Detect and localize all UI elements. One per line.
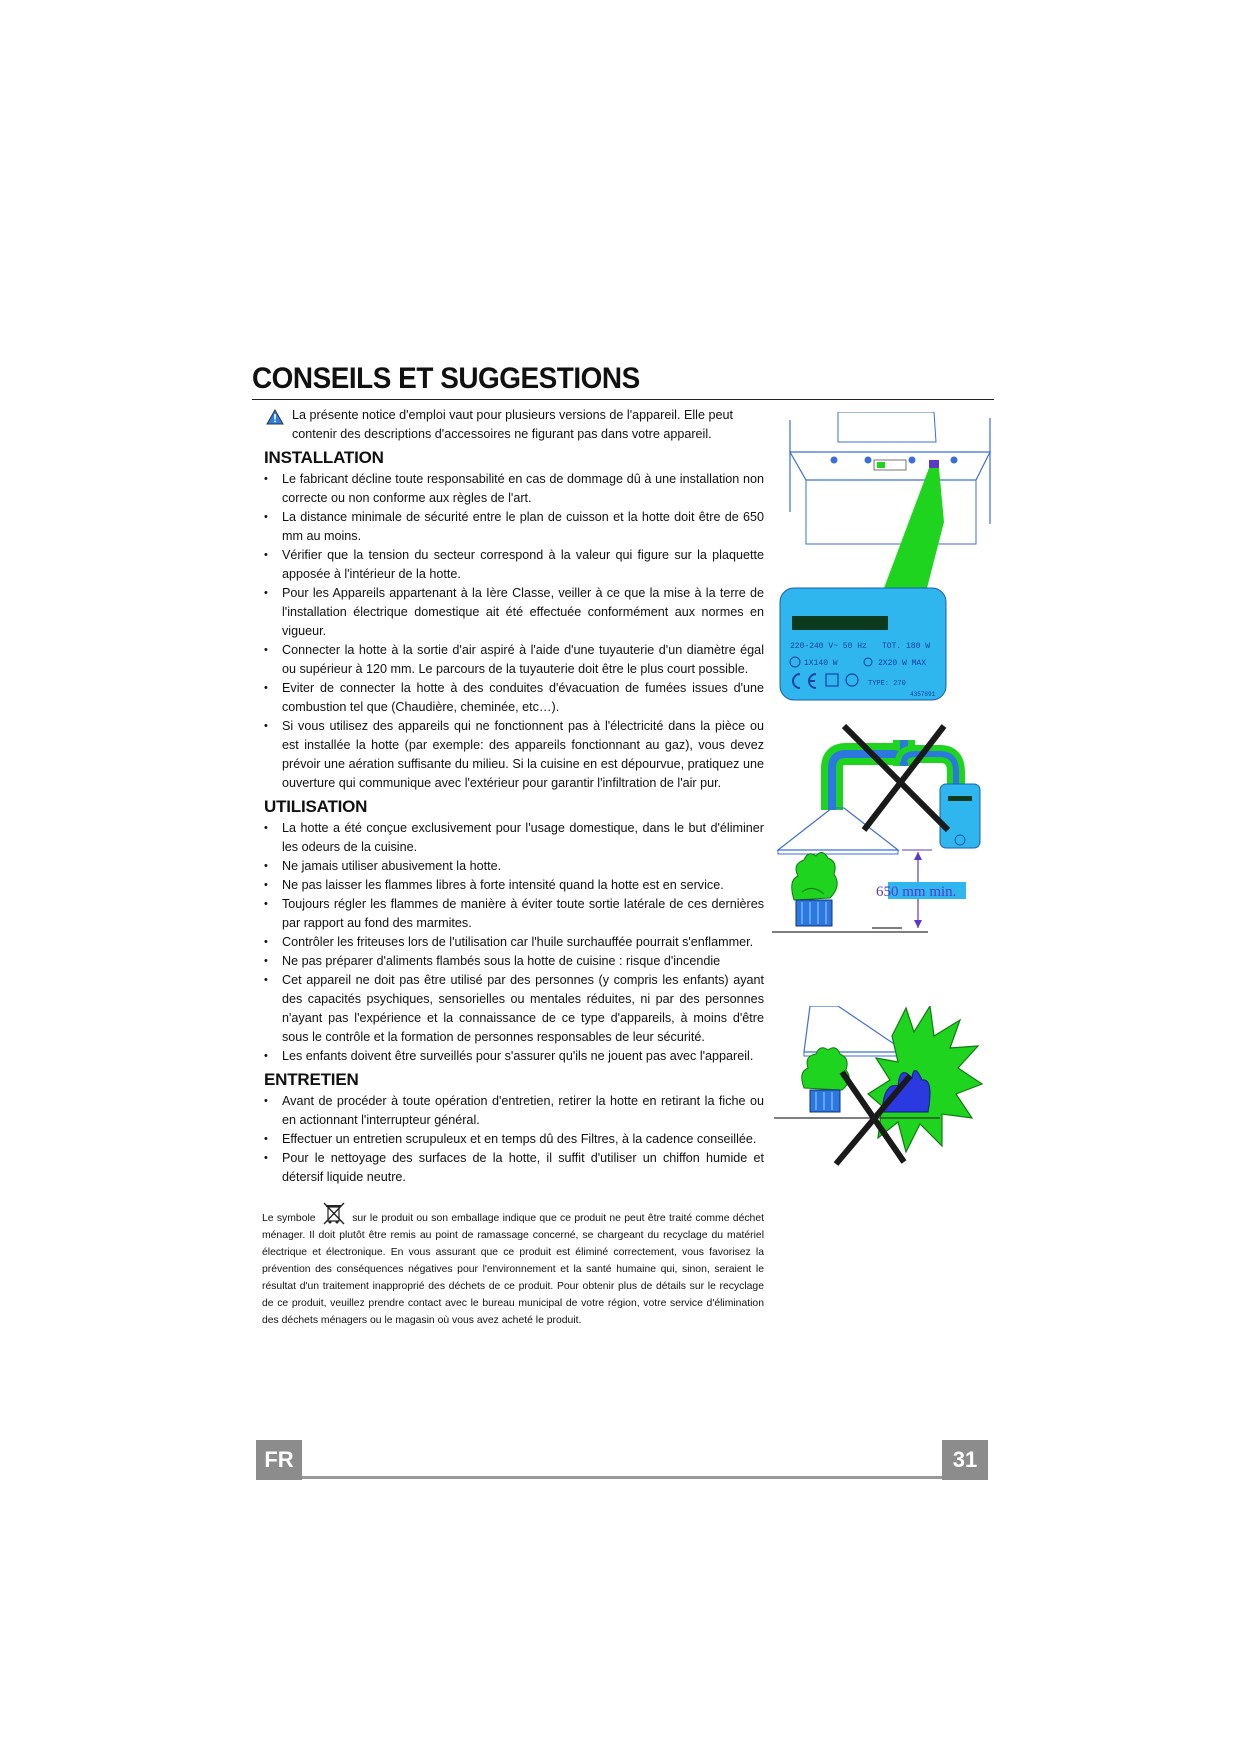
list-item: • Ne pas préparer d'aliments flambés sous la hotte de cuisine : risque d'incendie xyxy=(262,952,764,971)
list-item: • Les enfants doivent être surveillés pour s'assurer qu'ils ne jouent pas avec l'appareil. xyxy=(262,1047,764,1066)
rating-plate-illustration xyxy=(776,412,996,702)
list-item: • Le fabricant décline toute responsabilité en cas de dommage dû à une installation non correcte ou non conforme aux règles de l'art. xyxy=(262,470,764,508)
distance-indicator xyxy=(876,850,966,928)
footer-rule xyxy=(256,1476,988,1479)
section-list xyxy=(262,819,764,1066)
notice-text: La présente notice d'emploi vaut pour plusieurs versions de l'appareil. Elle peut contenir des descriptions d'accessoires ne figurant pas dans votre appareil. xyxy=(292,408,733,441)
section-heading-entretien: ENTRETIEN xyxy=(264,1070,359,1089)
list-item: • Contrôler les friteuses lors de l'utilisation car l'huile surchauffée pourrait s'enflammer. xyxy=(262,933,764,952)
list-item: • La hotte a été conçue exclusivement pour l'usage domestique, dans le but d'éliminer les odeurs de la cuisine. xyxy=(262,819,764,857)
hood-interior-drawing xyxy=(790,412,990,544)
section-heading-installation: INSTALLATION xyxy=(264,448,384,467)
list-item: • Pour le nettoyage des surfaces de la hotte, il suffit d'utiliser un chiffon humide et détersif liquide neutre. xyxy=(262,1149,764,1187)
plate-voltage: 220-240 V~ 50 Hz xyxy=(790,642,867,651)
list-item: • Avant de procéder à toute opération d'entretien, retirer la hotte en retirant la fiche ou en actionnant l'interrupteur général. xyxy=(262,1092,764,1130)
sections xyxy=(262,448,764,1187)
weee-notice xyxy=(262,1201,764,1329)
duct-and-boiler-drawing xyxy=(778,726,980,854)
page-title: CONSEILS ET SUGGESTIONS xyxy=(252,362,640,395)
list-item: • Toujours régler les flammes de manière à éviter toute sortie latérale de ces dernières par rapport au fond des marmites. xyxy=(262,895,764,933)
rating-plate xyxy=(780,588,946,700)
flambe-forbidden-illustration xyxy=(774,1006,986,1176)
plate-total-power: TOT. 180 W xyxy=(882,642,931,651)
page-number: 31 xyxy=(942,1440,988,1480)
plate-lamp-power: 2X20 W MAX xyxy=(878,659,927,668)
list-item: • Eviter de connecter la hotte à des conduites d'évacuation de fumées issues d'une combustion tel que (Chaudière, cheminée, etc…). xyxy=(262,679,764,717)
plate-code: 4357891 xyxy=(910,691,936,698)
list-item: • Connecter la hotte à la sortie d'air aspiré à l'aide d'une tuyauterie d'un diamètre égal ou supérieur à 120 mm. Le parcours de la tuyauterie doit être le plus court possible. xyxy=(262,641,764,679)
list-item: • Ne jamais utiliser abusivement la hotte. xyxy=(262,857,764,876)
crossed-bin-icon xyxy=(321,1201,347,1225)
plate-motor-power: 1X140 W xyxy=(804,659,838,668)
weee-text-before: Le symbole xyxy=(262,1213,316,1224)
list-item: • Ne pas laisser les flammes libres à forte intensité quand la hotte est en service. xyxy=(262,876,764,895)
title-divider xyxy=(252,399,994,400)
main-text-column xyxy=(262,406,764,1329)
weee-text-after: sur le produit ou son emballage indique que ce produit ne peut être traité comme déchet ménager. Il doit plutôt être remis au point de ramassage concerné, se chargeant du recyclage du matériel électrique et électronique. En vous assurant que ce produit est éliminé correctement, vous favorisez la prévention des conséquences négatives pour l'environnement et la santé humaine qui, sinon, seraient le résultat d'un traitement inapproprié des déchets de ce produit. Pour obtenir plus de détails sur le recyclage de ce produit, veuillez prendre contact avec le bureau municipal de votre région, votre service d'élimination des déchets ménagers ou le magasin où vous avez acheté le produit. xyxy=(262,1213,764,1326)
list-item: • La distance minimale de sécurité entre le plan de cuisson et la hotte doit être de 650 mm au moins. xyxy=(262,508,764,546)
list-item: • Cet appareil ne doit pas être utilisé par des personnes (y compris les enfants) ayant des capacités psychiques, sensorielles ou mentales réduites, ni par des personnes n'ayant pas l'expérience et la connaissance de ce type d'appareils, à moins d'être sous le contrôle et la formation de personnes responsables de leur sécurité. xyxy=(262,971,764,1047)
notice xyxy=(264,406,764,444)
list-item: • Si vous utilisez des appareils qui ne fonctionnent pas à l'électricité dans la pièce ou est installée la hotte (par exemple: des appareils fonctionnant au gaz), vous devez prévoir une aération suffisante du milieu. Si la cuisine en est dépourvue, pratiquez une ouverture qui communique avec l'extérieur pour garantir l'infiltration de l'air pur. xyxy=(262,717,764,793)
section-list xyxy=(262,1092,764,1187)
plate-type: TYPE: 270 xyxy=(868,680,906,688)
language-badge: FR xyxy=(256,1440,302,1480)
list-item: • Pour les Appareils appartenant à la Ière Classe, veiller à ce que la mise à la terre de l'installation électrique domestique ait été effectuée conformément aux normes en vigueur. xyxy=(262,584,764,641)
section-list xyxy=(262,470,764,793)
list-item: • Vérifier que la tension du secteur correspond à la valeur qui figure sur la plaquette apposée à l'intérieur de la hotte. xyxy=(262,546,764,584)
distance-label: 650 mm min. xyxy=(876,884,957,900)
section-heading-utilisation: UTILISATION xyxy=(264,797,368,816)
installation-distance-illustration xyxy=(772,700,988,940)
warning-icon xyxy=(266,409,284,425)
list-item: • Effectuer un entretien scrupuleux et en temps dû des Filtres, à la cadence conseillée. xyxy=(262,1130,764,1149)
